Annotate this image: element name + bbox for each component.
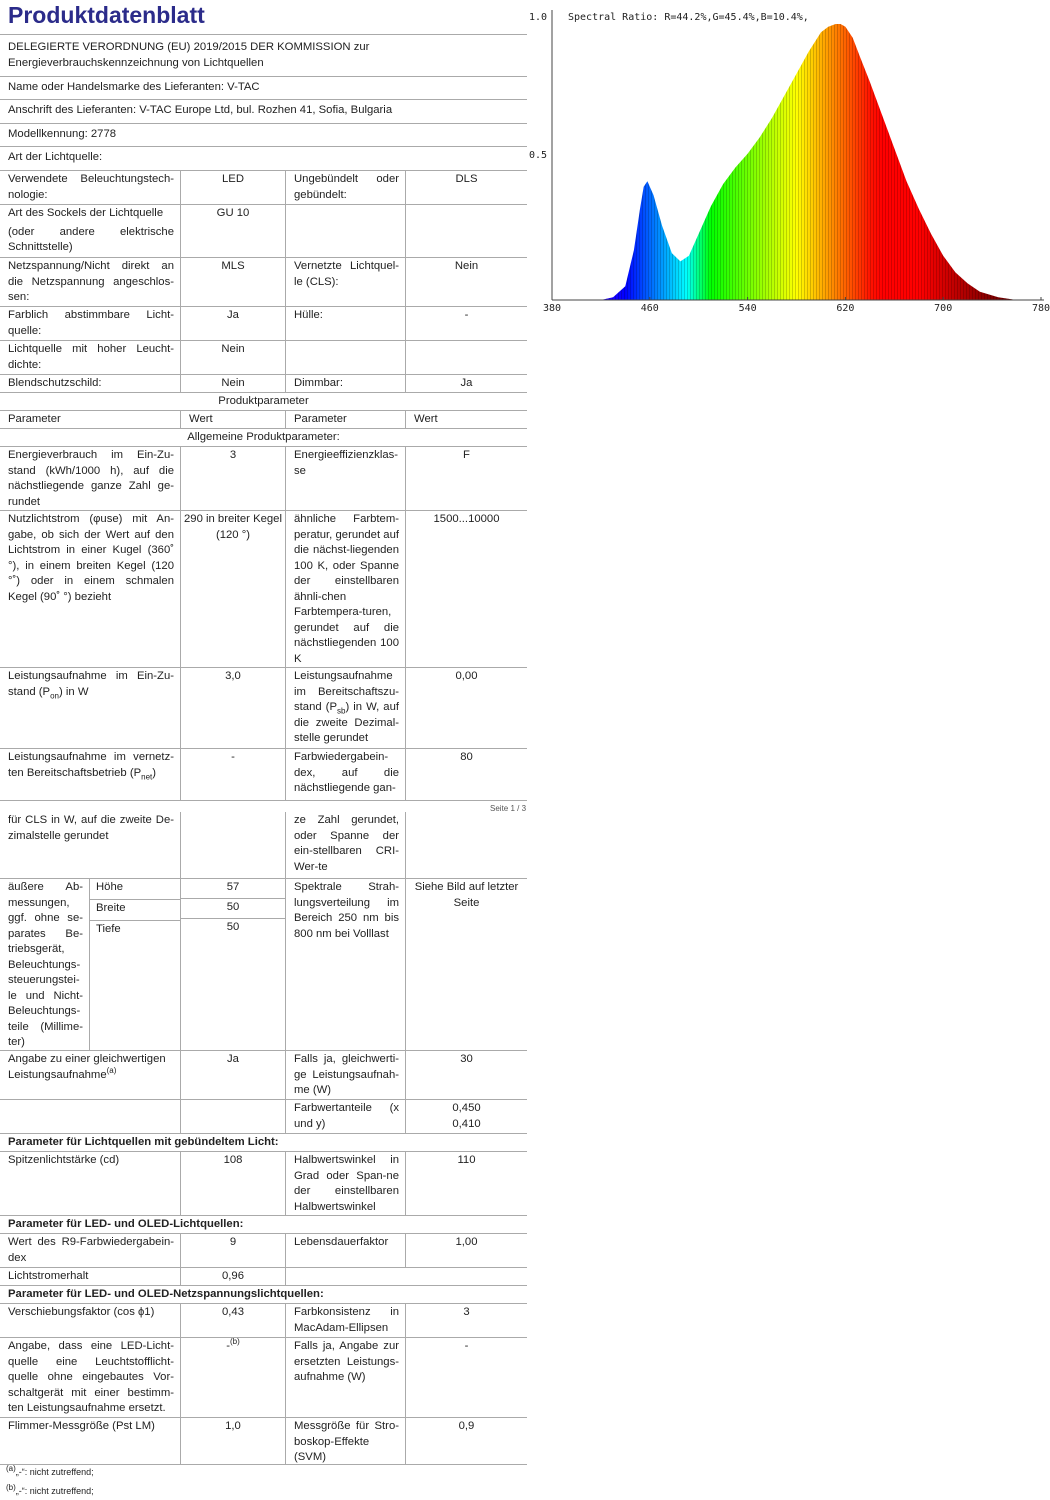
general-params-heading: Allgemeine Produktparameter: xyxy=(187,431,340,443)
tunable-label: Farblich abstimmbare Licht-quelle: xyxy=(8,309,174,337)
lumen-maintenance-row xyxy=(0,1267,527,1285)
mains-label: Netzspannung/Nicht direkt an die Netzspannung angeschlos-sen: xyxy=(8,260,174,303)
beam-label: Halbwertswinkel in Grad oder Span-ne der einstellbaren Halbwertswinkel xyxy=(285,1152,405,1215)
cls-label: Vernetzte Lichtquel-le (CLS): xyxy=(285,258,405,306)
tech-label: Verwendete Beleuchtungstech-nologie: xyxy=(8,173,174,201)
x-tick-label: 780 xyxy=(1031,303,1050,314)
led-section-row xyxy=(0,1215,527,1233)
col-header-value: Wert xyxy=(180,411,285,428)
replacement-value: -$^{(b)}$ xyxy=(180,1338,285,1417)
spd-label: Spektrale Strah-lungsverteilung im Bereich 250 nm bis 800 nm bei Volllast xyxy=(285,879,405,1050)
y-tick-labels xyxy=(529,12,547,161)
mains-section-row xyxy=(0,1285,527,1303)
cct-label: ähnliche Farbtem-peratur, gerundet auf die nächst-liegenden 100 K, oder Spanne der einstellbaren ähnli-chen Farbtempera-turen, gerundet auf die nächstliegenden 100 K xyxy=(285,511,405,667)
chart-title: Spectral Ratio: R=44.2%,G=45.4%,B=10.4%, xyxy=(568,12,809,23)
envelope-value: - xyxy=(405,307,527,340)
pnet-cont-row xyxy=(0,812,527,878)
equivalent-w-label: Falls ja, gleichwerti-ge Leistungsaufnah-me (W) xyxy=(285,1051,405,1099)
r9-row xyxy=(0,1233,527,1267)
directional-label: Ungebündelt oder gebündelt: xyxy=(285,171,405,204)
pnet-label: Leistungsaufnahme im vernetz-ten Bereitschaftsbetrieb $(P_{net})$ xyxy=(8,751,174,781)
stroboscopic-value: 0,9 xyxy=(405,1418,527,1464)
dim-width-label: Breite xyxy=(90,900,180,921)
cap-value: GU 10 xyxy=(180,205,285,257)
page-number: Seite 1 / 3 xyxy=(490,804,527,813)
empty-cell xyxy=(180,1100,285,1133)
footnote-a: $^{(a)}$„-“: nicht zutreffend; xyxy=(6,1464,94,1477)
page-divider xyxy=(0,800,527,801)
spectrum-texture xyxy=(552,24,1041,300)
col-header-value2: Wert xyxy=(405,411,527,428)
regulation-text: DELEGIERTE VERORDNUNG (EU) 2019/2015 DER KOMMISSION zur Energieverbrauchskennzeichnung von Lichtquellen xyxy=(8,41,370,69)
spd-value: Siehe Bild auf letzter Seite xyxy=(405,879,527,1050)
tech-value: LED xyxy=(180,171,285,204)
peak-row xyxy=(0,1151,527,1215)
cri-value: 80 xyxy=(405,749,527,800)
flicker-label: Flimmer-Messgröße (Pst LM) xyxy=(8,1420,155,1432)
col-header-param2: Parameter xyxy=(285,411,405,428)
replacement-w-value: - xyxy=(405,1338,527,1417)
supplier-address: Anschrift des Lieferanten: V-TAC Europe Ltd, bul. Rozhen 41, Sofia, Bulgaria xyxy=(8,104,393,116)
ee-class-value: F xyxy=(405,447,527,510)
regulation-row xyxy=(0,34,527,76)
empty-cell xyxy=(405,205,527,257)
empty-cell xyxy=(285,205,405,257)
column-header-row xyxy=(0,410,527,428)
cct-value: 1500...10000 xyxy=(405,511,527,667)
page-title: Produktdatenblatt xyxy=(8,2,205,28)
r9-value: 9 xyxy=(180,1234,285,1267)
directional-value: DLS xyxy=(405,171,527,204)
spectrum-chart xyxy=(528,0,1048,320)
cri-label-cont: ze Zahl gerundet, oder Spanne der ein-stellbaren CRI-Wer-te xyxy=(285,812,405,878)
replacement-row xyxy=(0,1337,527,1417)
pon-row xyxy=(0,667,527,748)
cri-label: Farbwiedergabein-dex, auf die nächstliegende gan- xyxy=(285,749,405,800)
high-luminance-value: Nein xyxy=(180,341,285,374)
tunable-value: Ja xyxy=(180,307,285,340)
supplier-address-row xyxy=(0,99,527,123)
envelope-label: Hülle: xyxy=(285,307,405,340)
supplier-name: Name oder Handelsmarke des Lieferanten: V-TAC xyxy=(8,81,260,93)
technology-row xyxy=(0,170,527,204)
macadam-label: Farbkonsistenz in MacAdam-Ellipsen xyxy=(285,1304,405,1337)
lumen-maintenance-value: 0,96 xyxy=(180,1268,285,1285)
peak-label: Spitzenlichtstärke (cd) xyxy=(8,1154,120,1166)
y-tick-label: 1.0 xyxy=(529,12,548,23)
dim-depth-value: 50 xyxy=(226,921,240,933)
psb-value: 0,00 xyxy=(405,668,527,748)
flux-label: Nutzlichtstrom (φuse) mit An-gabe, ob sich der Wert auf den Lichtstrom in einer Kugel (360˚ °), in einem breiten Kegel (120 °˚) oder in einem schmalen Kegel (90˚ °) bezieht xyxy=(8,513,174,603)
dimensions-label: äußere Ab-messungen, ggf. ohne se-parates Be-triebsgerät, Beleuchtungs-steuerungstei-le und Nicht-Beleuchtungs-teile (Millime-ter) xyxy=(8,881,83,1048)
pnet-row xyxy=(0,748,527,800)
power-factor-value: 0,43 xyxy=(180,1304,285,1337)
survival-value: 1,00 xyxy=(405,1234,527,1267)
spectrum-area xyxy=(552,24,1041,300)
equivalent-label: Angabe zu einer gleichwertigen Leistungsaufnahme$^{(a)}$ xyxy=(8,1053,166,1081)
psb-label: Leistungsaufnahme im Bereitschaftszu-stand $(P_{sb})$ in W, auf die zweite Dezimal-stelle gerundet xyxy=(285,668,405,748)
glare-value: Nein xyxy=(180,375,285,392)
product-params-heading-row xyxy=(0,392,527,410)
energy-value: 3 xyxy=(180,447,285,510)
col-header-param: Parameter xyxy=(8,413,61,425)
chromaticity-label: Farbwertanteile (x und y) xyxy=(285,1100,405,1133)
power-factor-row xyxy=(0,1303,527,1337)
x-tick-label: 380 xyxy=(542,303,562,314)
dimmable-value: Ja xyxy=(405,375,527,392)
x-tick-label: 700 xyxy=(934,303,953,314)
dls-section-heading: Parameter für Lichtquellen mit gebündeltem Licht: xyxy=(8,1136,279,1148)
survival-label: Lebensdauerfaktor xyxy=(285,1234,405,1267)
dim-width-value: 50 xyxy=(181,899,285,919)
chromaticity-row xyxy=(0,1099,527,1133)
x-tick-label: 620 xyxy=(836,303,855,314)
power-factor-label: Verschiebungsfaktor (cos ϕ1) xyxy=(8,1306,155,1318)
pnet-label-cont: für CLS in W, auf die zweite De-zimalstelle gerundet xyxy=(8,814,174,842)
flux-value: 290 in breiter Kegel (120 °) xyxy=(180,511,285,667)
replacement-w-label: Falls ja, Angabe zur ersetzten Leistungs-aufnahme (W) xyxy=(285,1338,405,1417)
cap-row xyxy=(0,204,527,257)
mains-section-heading: Parameter für LED- und OLED-Netzspannungslichtquellen: xyxy=(8,1288,324,1300)
lumen-maintenance-label: Lichtstromerhalt xyxy=(8,1270,89,1282)
equivalent-w-value: 30 xyxy=(405,1051,527,1099)
chromaticity-value xyxy=(405,1100,527,1133)
empty-cell xyxy=(405,812,527,878)
chromaticity-y: 0,410 xyxy=(452,1117,481,1130)
datasheet-page-2 xyxy=(0,812,528,1472)
flicker-value: 1,0 xyxy=(180,1418,285,1464)
empty-cell xyxy=(180,812,285,878)
flux-row xyxy=(0,510,527,667)
light-source-type-row xyxy=(0,146,527,170)
empty-cell xyxy=(285,341,405,374)
product-params-heading: Produktparameter xyxy=(218,395,309,407)
chromaticity-x: 0,450 xyxy=(452,1102,481,1114)
pnet-value: - xyxy=(180,749,285,800)
high-luminance-row xyxy=(0,340,527,374)
empty-cell xyxy=(285,1268,527,1285)
r9-label: Wert des R9-Farbwiedergabein-dex xyxy=(8,1236,174,1264)
x-tick-label: 460 xyxy=(640,303,659,314)
model-row xyxy=(0,123,527,146)
dls-section-row xyxy=(0,1133,527,1151)
flicker-row xyxy=(0,1417,527,1465)
peak-value: 108 xyxy=(180,1152,285,1215)
dimensions-row xyxy=(0,878,527,1050)
led-section-heading: Parameter für LED- und OLED-Lichtquellen: xyxy=(8,1218,244,1230)
x-tick-label: 540 xyxy=(738,303,757,314)
dim-height-value: 57 xyxy=(181,879,285,899)
equivalent-row xyxy=(0,1050,527,1099)
equivalent-value: Ja xyxy=(180,1051,285,1099)
dimmable-label: Dimmbar: xyxy=(285,375,405,392)
stroboscopic-label: Messgröße für Stro-boskop-Effekte (SVM) xyxy=(285,1418,405,1464)
cls-value: Nein xyxy=(405,258,527,306)
datasheet-page-1 xyxy=(0,0,528,813)
glare-label: Blendschutzschild: xyxy=(8,377,102,389)
empty-cell xyxy=(0,1100,180,1133)
dimension-values xyxy=(180,879,285,1050)
replacement-label: Angabe, dass eine LED-Licht-quelle eine Leuchtstofflicht-quelle ohne eingebautes Vor-schaltgerät mit einer bestimm-ten Leistungsaufnahme ersetzt. xyxy=(8,1340,174,1414)
general-params-row xyxy=(0,428,527,446)
pon-label: Leistungsaufnahme im Ein-Zu-stand $(P_{on})$ in W xyxy=(8,670,174,700)
empty-cell xyxy=(405,341,527,374)
energy-label: Energieverbrauch im Ein-Zu-stand (kWh/1000 h), auf die nächstliegende ganze Zahl ge-rundet xyxy=(8,449,174,508)
model-id: Modellkennung: 2778 xyxy=(8,128,117,140)
mains-row xyxy=(0,257,527,306)
energy-row xyxy=(0,446,527,510)
glare-row xyxy=(0,374,527,392)
pon-value: 3,0 xyxy=(180,668,285,748)
high-luminance-label: Lichtquelle mit hoher Leucht-dichte: xyxy=(8,343,174,371)
y-tick-label: 0.5 xyxy=(529,150,548,161)
dim-depth-label: Tiefe xyxy=(96,923,121,935)
dim-height-label: Höhe xyxy=(90,879,180,900)
macadam-value: 3 xyxy=(405,1304,527,1337)
supplier-name-row xyxy=(0,76,527,99)
mains-value: MLS xyxy=(180,258,285,306)
dimension-names xyxy=(89,879,180,1050)
ee-class-label: Energieeffizienzklas-se xyxy=(285,447,405,510)
light-source-type: Art der Lichtquelle: xyxy=(8,151,103,163)
cap-label: Art des Sockels der Lichtquelle (oder andere elektrische Schnittstelle) xyxy=(8,207,174,253)
footnote-b: $^{(b)}$„-“: nicht zutreffend; xyxy=(6,1483,94,1496)
tunable-row xyxy=(0,306,527,340)
beam-value: 110 xyxy=(405,1152,527,1215)
